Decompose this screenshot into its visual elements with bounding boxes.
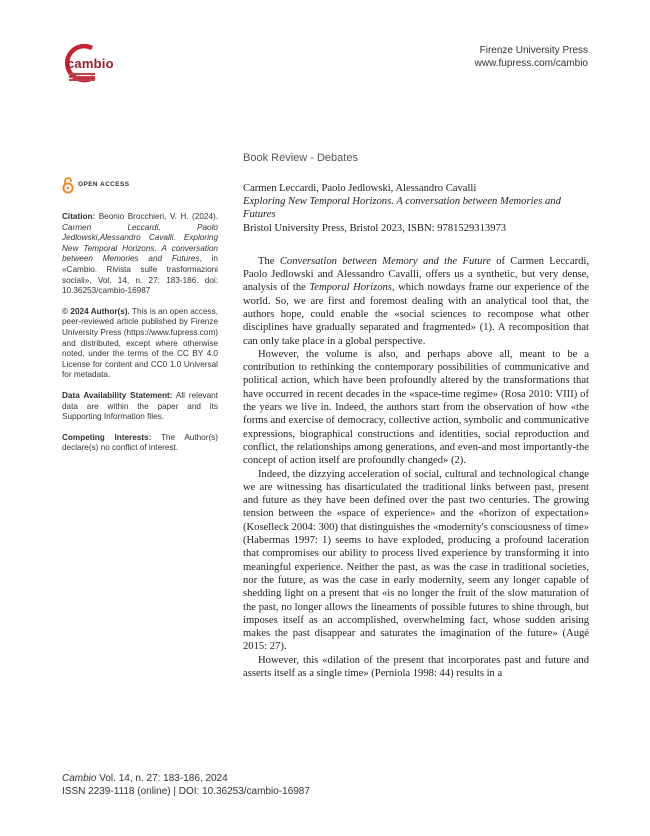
book-reference: [243, 182, 589, 235]
competing-interests-block: [62, 433, 218, 454]
competing-interests-label: Competing Interests:: [62, 432, 152, 442]
paragraph-3: Indeed, the dizzying acceleration of social, cultural and technological change we are witnessing has disarticulated the traditional links between past, present and future as they have been defined over the past two centuries. The growing tension between the «space of experience» and the «horizon of expectation» (Koselleck 2004: 300) that distinguishes the «modernity's consciousness of time» (Habermas 1997: 1) seems to have exploded, producing a profound laceration that compromises our ability to process lived experience by transforming it into meaningful experience. Neither the past, as was the case in traditional societies, nor the future, as was the case in early modernity, seem any longer capable of shedding light on a present that «is no longer the fruit of the slow maturation of the past, no longer allows the lineaments of possible futures to shine through, but imposes itself as an accomplished, overwhelming fact, whose sudden arising makes the past disappear and saturates the imagination of the future» (Augé 2015: 27).: [243, 468, 589, 653]
citation-block: [62, 212, 218, 297]
review-body: [243, 255, 589, 681]
logo-tagline-lines: [69, 73, 95, 82]
paragraph-4: However, this «dilation of the present that incorporates past and future and asserts itself as a single time» (Perniola 1998: 44) results in a: [243, 654, 589, 680]
citation-post: , in «Cambio. Rivista sulle trasformazioni sociali», Vol. 14, n. 27: 183-186. doi: 10.36253/cambio-16987: [62, 254, 218, 296]
copyright-label: © 2024 Author(s).: [62, 306, 130, 316]
open-access-label: OPEN ACCESS: [78, 180, 130, 188]
emphasis-temporal-horizons: Temporal Horizons,: [309, 282, 395, 294]
book-publisher: Bristol University Press, Bristol 2023, ISBN: 9781529313973: [243, 222, 507, 234]
copyright-block: [62, 307, 218, 381]
publisher-header: [475, 44, 588, 70]
logo-text: cambio: [67, 56, 114, 71]
journal-logo: [60, 44, 120, 84]
citation-title: Carmen Leccardi, Paolo Jedlowski,Alessandro Cavalli. Exploring New Temporal Horizons. A conversation between Memories and Futures: [62, 222, 218, 264]
open-access-badge: [62, 176, 218, 194]
footer-journal-name: Cambio: [62, 773, 97, 784]
paragraph-1: The Conversation between Memory and the Future of Carmen Leccardi, Paolo Jedlowski and Alessandro Cavalli, offers us a synthetic, but very dense, analysis of the Temporal Horizons, which nowdays frame our experience of the world. So, we are first and foremost dealing with an analytical tool that, the authors hope, could enable the «social sciences to recompose what other disciplines have gradually separated and fragmented» (1). A recomposition that can only take place in a global perspective.: [243, 255, 590, 347]
publisher-website[interactable]: www.fupress.com/cambio: [474, 58, 588, 69]
competing-interests-text: The Author(s) declare(s) no conflict of interest.: [62, 432, 218, 453]
emphasis-conversation: Conversation between Memory and the Future: [279, 255, 491, 267]
publisher-name: Firenze University Press: [479, 45, 588, 56]
footer-issn: ISSN 2239-1118 (online) | DOI: 10.36253/cambio-16987: [62, 785, 310, 797]
citation-pre: Beonio Brocchieri, V. H. (2024).: [95, 212, 218, 221]
page-footer: [62, 773, 310, 798]
copyright-text: This is an open access, peer-reviewed article published by Firenze University Press (https://www.fupress.com) and distributed, except where otherwise noted, under the terms of the CC BY 4.0 License for content and CC0 1.0 Universal for metadata.: [62, 306, 218, 380]
citation-label: Citation:: [62, 212, 96, 221]
section-label: Book Review - Debates: [243, 152, 358, 164]
book-title: Exploring New Temporal Horizons. A conversation between Memories and Futures: [243, 196, 561, 221]
footer-issue: Vol. 14, n. 27: 183-186, 2024: [96, 773, 228, 784]
book-authors: Carmen Leccardi, Paolo Jedlowski, Alessandro Cavalli: [243, 183, 477, 194]
paragraph-2: However, the volume is also, and perhaps above all, meant to be a contribution to rethinking the contemporary possibilities of communicative and political action, which have been profoundly altered by the transformations that have occurred in recent decades in the «space-time regime» (Rosa 2010: VIII) of the years we live in. Indeed, the authors start from the observation of how «the forms and exercise of democracy, collective action, symbolic and communicative expressions, biographical constructions and identities, social reproduction and conflict, the relationships among generations, and even-and most importantly-the concept of action itself are profoundly changed» (2).: [243, 348, 589, 467]
data-availability-block: [62, 391, 218, 423]
data-availability-text: All relevant data are within the paper and its Supporting Information files.: [62, 390, 218, 422]
article-sidebar: [62, 176, 218, 464]
data-availability-label: Data Availability Statement:: [62, 390, 173, 400]
review-main: [243, 182, 589, 680]
open-access-icon: [62, 176, 74, 194]
